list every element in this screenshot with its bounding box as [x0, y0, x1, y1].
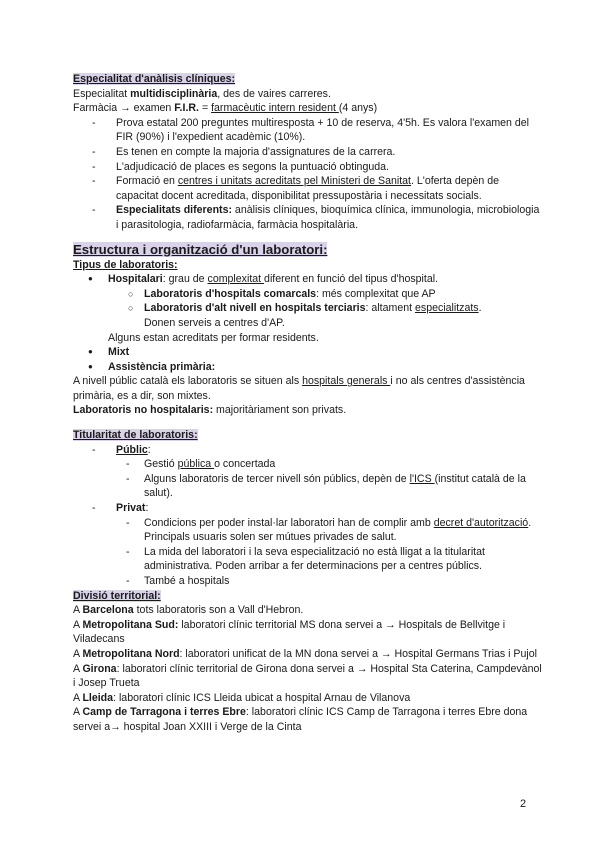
list-item-hospitalari: ● Hospitalari: grau de complexitat diferent en funció del tipus d'hospital. — [73, 272, 543, 287]
section-heading-estructura: Estructura i organització d'un laboratori: — [73, 241, 328, 257]
paragraph-acreditats: Alguns estan acreditats per formar residents. — [108, 331, 319, 344]
section-heading-titularitat: Titularitat de laboratoris: — [73, 429, 198, 442]
list-item: - Especialitats diferents: anàlisis clíniques, bioquímica clínica, immunologia, microbiologia i parasitologia, radiofarmàcia, farmàcia hospitalària. — [73, 203, 543, 232]
list-item-public: - Públic: — [73, 443, 543, 458]
list-item: - Gestió pública o concertada — [73, 457, 543, 472]
page-number: 2 — [520, 798, 527, 810]
public-sublist — [73, 457, 543, 501]
list-item: - La mida del laboratori i la seva especialització no està lligat a la titularitat administrativa. Poden arribar a fer determinacions per a centres públics. — [73, 545, 543, 574]
section-heading-analisis: Especialitat d'anàlisis clíniques: — [73, 73, 236, 85]
paragraph-camp-tarragona: A Camp de Tarragona i terres Ebre: laboratori clínic ICS Camp de Tarragona i terres Ebre dona servei a→ hospital Joan XXIII i Verge de la Cinta — [73, 706, 528, 733]
document-body — [73, 72, 543, 735]
lab-types-list-2 — [73, 345, 543, 374]
paragraph-farmacia-fir: Farmàcia → examen F.I.R. = farmacèutic intern resident (4 anys) — [73, 102, 378, 115]
titularitat-list-2 — [73, 501, 543, 516]
paragraph-centres-ap: Donen serveis a centres d'AP. — [144, 316, 285, 329]
list-item: - Es tenen en compte la majoria d'assignatures de la carrera. — [73, 145, 543, 160]
paragraph-barcelona: A Barcelona tots laboratoris son a Vall d'Hebron. — [73, 604, 304, 617]
list-item-assistencia: ● Assistència primària: — [73, 360, 543, 375]
subheading-tipus: Tipus de laboratoris: — [73, 258, 178, 271]
paragraph-no-hospitalaris: Laboratoris no hospitalaris: majoritàriament son privats. — [73, 404, 347, 417]
list-item: - Alguns laboratoris de tercer nivell són públics, depèn de l'ICS (institut català de la salut). — [73, 472, 543, 501]
list-item-mixt: ● Mixt — [73, 345, 543, 360]
privat-sublist — [73, 516, 543, 589]
hospital-sublist — [73, 287, 543, 316]
list-item: ○ Laboratoris d'alt nivell en hospitals terciaris: altament especialitzats. — [73, 301, 543, 316]
titularitat-list — [73, 443, 543, 458]
paragraph-multidisciplinaria: Especialitat multidisciplinària, des de vaires carreres. — [73, 87, 331, 100]
list-item: - Condicions per poder instal·lar laboratori han de complir amb decret d'autorització. Principals usuaris solen ser mútues privades de salut. — [73, 516, 543, 545]
list-item-privat: - Privat: — [73, 501, 543, 516]
list-item: ○ Laboratoris d'hospitals comarcals: més complexitat que AP — [73, 287, 543, 302]
paragraph-metropolitana-nord: A Metropolitana Nord: laboratori unificat de la MN dona servei a → Hospital Germans Trias i Pujol — [73, 647, 537, 660]
section-heading-divisio: Divisió territorial: — [73, 589, 161, 602]
paragraph-girona: A Girona: laboratori clínic territorial de Girona dona servei a → Hospital Sta Caterina, Campdevànol i Josep Trueta — [73, 662, 542, 690]
paragraph-nivell-public: A nivell públic català els laboratoris se situen als hospitals generals i no als centres d'assistència primària, es a dir, son mixtes. — [73, 375, 525, 402]
list-item: - Formació en centres i unitats acreditats pel Ministeri de Sanitat. L'oferta depèn de capacitat docent acreditada, disponibilitat pressupostària i necessitats socials. — [73, 174, 543, 203]
list-item: - Prova estatal 200 preguntes multiresposta + 10 de reserva, 4'5h. Es valora l'examen del FIR (90%) i l'expedient acadèmic (10%). — [73, 116, 543, 145]
lab-types-list — [73, 272, 543, 287]
list-item: - L'adjudicació de places es segons la puntuació obtinguda. — [73, 160, 543, 175]
list-item: - També a hospitals — [73, 574, 543, 589]
paragraph-lleida: A Lleida: laboratori clínic ICS Lleida ubicat a hospital Arnau de Vilanova — [73, 691, 411, 704]
fir-list — [73, 116, 543, 233]
paragraph-metropolitana-sud: A Metropolitana Sud: laboratori clínic territorial MS dona servei a → Hospitals de Bellvitge i Viladecans — [73, 618, 506, 646]
